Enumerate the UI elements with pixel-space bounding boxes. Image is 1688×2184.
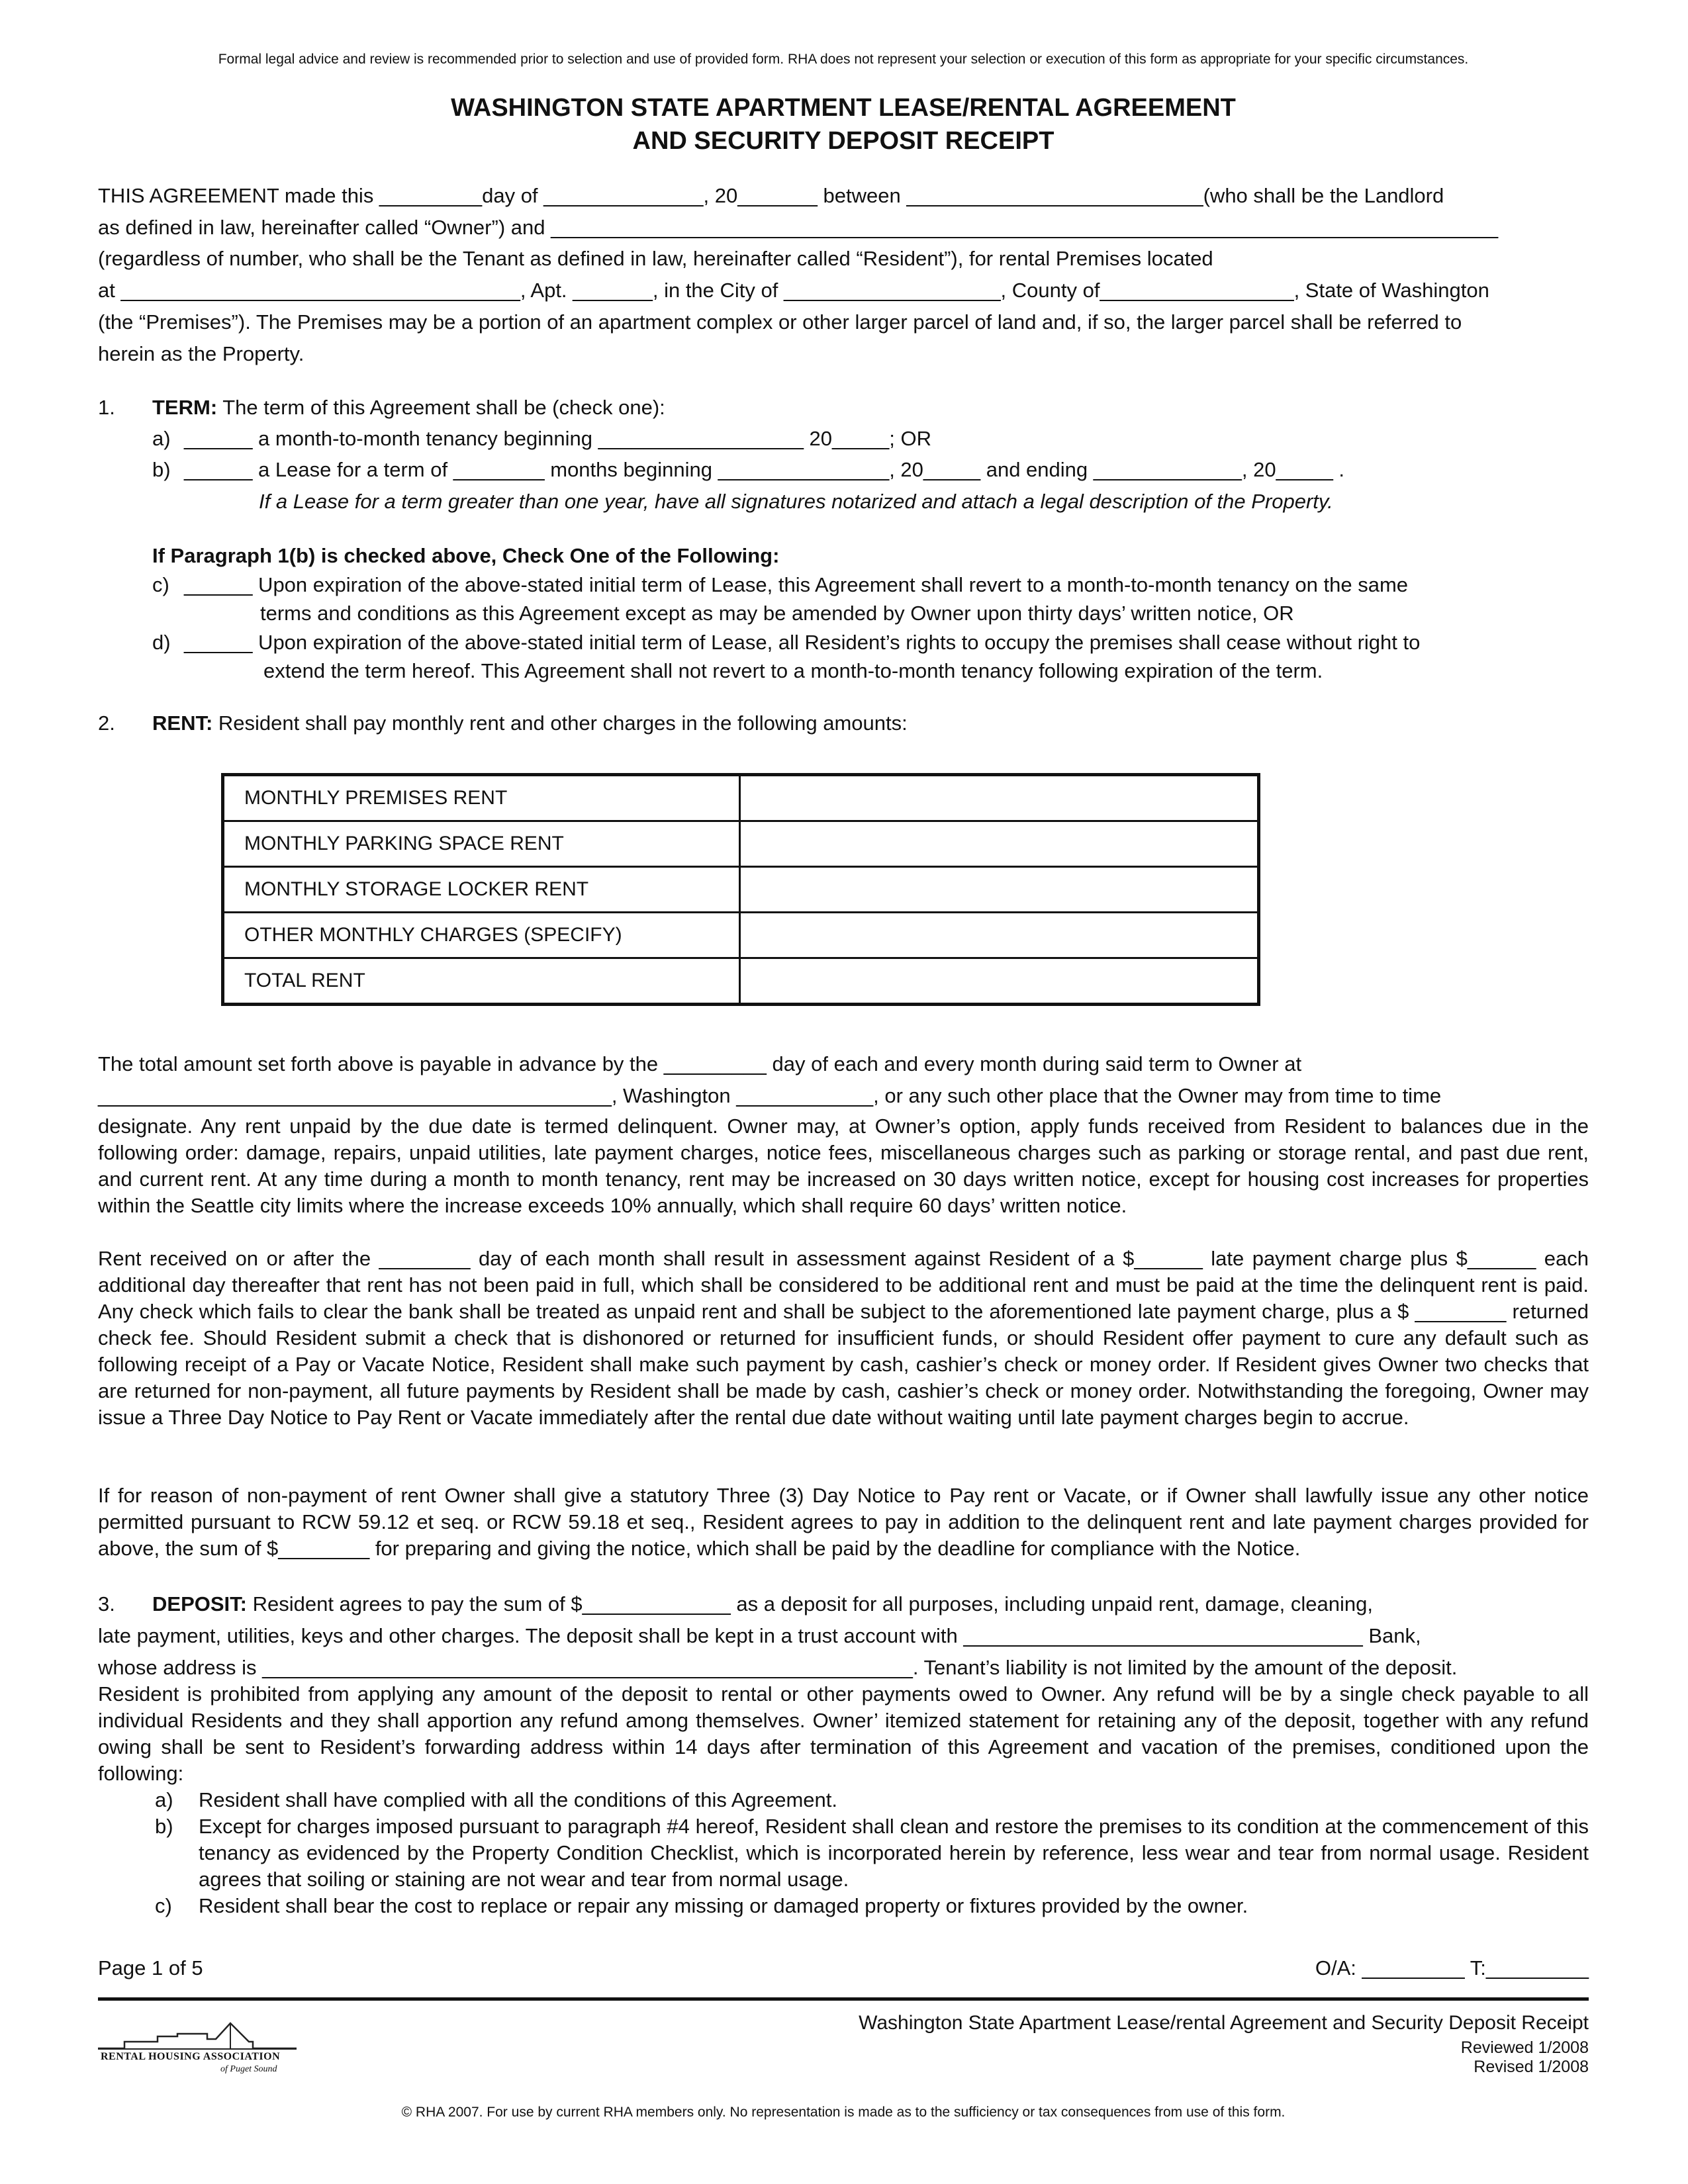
- term-label: TERM:: [152, 396, 218, 419]
- intro-line: as defined in law, hereinafter called “Owner”) and ___________________________________________________________________________________: [98, 216, 1499, 239]
- intro-line: at ___________________________________, Apt. _______, in the City of ___________________, County of_________________, State of Washington: [98, 279, 1489, 302]
- deposit-label: DEPOSIT:: [152, 1592, 247, 1615]
- rent-row-label: MONTHLY PREMISES RENT: [223, 775, 740, 821]
- term-d-line1: ______ Upon expiration of the above-stated initial term of Lease, all Resident’s rights to occupy the premises shall cease without right to: [184, 631, 1421, 654]
- document-title-line2: AND SECURITY DEPOSIT RECEIPT: [632, 127, 1055, 155]
- deposit-item-text: Resident shall have complied with all the conditions of this Agreement.: [199, 1788, 837, 1811]
- term-a-text: ______ a month-to-month tenancy beginning __________________ 20_____; OR: [184, 427, 931, 450]
- rent-amount-field[interactable]: [740, 913, 1259, 958]
- term-heading: [152, 396, 665, 420]
- rent-para2: [98, 1246, 1589, 1431]
- page-number: Page 1 of 5: [98, 1956, 203, 1979]
- term-d-line2: extend the term hereof. This Agreement shall not revert to a month-to-month tenancy following expiration of the term.: [263, 659, 1323, 682]
- term-b-label: b): [152, 458, 171, 481]
- rent-row-label: MONTHLY STORAGE LOCKER RENT: [223, 867, 740, 913]
- rent-amount-field[interactable]: [740, 821, 1259, 867]
- deposit-item-text: Resident shall bear the cost to replace or repair any missing or damaged property or fixtures provided by the owner.: [199, 1894, 1248, 1917]
- paragraph-text: designate. Any rent unpaid by the due date is termed delinquent. Owner may, at Owner’s option, apply funds received from Resident to balances due in the following order: damage, repairs, unpaid utilities, late payment charges, notice fees, miscellaneous charges such as parking or storage rental, and past due rent, and current rent. At any time during a month to month tenancy, rent may be increased on 30 days written notice, except for housing cost increases for properties within the Seattle city limits where the increase exceeds 10% annually, which shall require 60 days’ written notice.: [98, 1115, 1589, 1217]
- table-row: [223, 867, 1259, 913]
- paragraph-text: Rent received on or after the ________ day of each month shall result in assessment against Resident of a $______ late payment charge plus $______ each additional day thereafter that rent has not been paid in full, which shall be considered to be additional rent and must be paid at the time the delinquent rent is paid. Any check which fails to clear the bank shall be treated as unpaid rent and shall be subject to the aforementioned late payment charge, plus a $ ________ returned check fee. Should Resident submit a check that is dishonored or returned for insufficient funds, or should Resident offer payment to cure any default such as following receipt of a Pay or Vacate Notice, Resident shall make such payment by cash, cashier’s check or money order. If Resident gives Owner two checks that are returned for non-payment, all future payments by Resident shall be made by cash, cashier’s check or money order. Notwithstanding the foregoing, Owner may issue a Three Day Notice to Pay Rent or Vacate immediately after the rental due date without waiting until late payment charges begin to accrue.: [98, 1247, 1589, 1429]
- disclaimer: Formal legal advice and review is recommended prior to selection and use of provided form. RHA does not represent your selection or execution of this form as appropriate for your specific circumstances.: [218, 52, 1469, 67]
- intro-line: (the “Premises”). The Premises may be a portion of an apartment complex or other larger parcel of land and, if so, the larger parcel shall be referred to: [98, 310, 1462, 334]
- document-title-line1: WASHINGTON STATE APARTMENT LEASE/RENTAL AGREEMENT: [451, 94, 1236, 122]
- rent-label: RENT:: [152, 711, 213, 735]
- paragraph-text: Resident is prohibited from applying any amount of the deposit to rental or other payments owed to Owner. Any refund will be by a single check payable to all individual Residents and they shall apportion any refund among themselves. Owner’ itemized statement for retaining any of the deposit, together with any refund owing shall be sent to Resident’s forwarding address within 14 days after termination of this Agreement and vacation of the premises, conditioned upon the following:: [98, 1682, 1589, 1785]
- rent-text: Resident shall pay monthly rent and other charges in the following amounts:: [212, 711, 908, 735]
- copyright-notice: © RHA 2007. For use by current RHA members only. No representation is made as to the sufficiency or tax consequences from use of this form.: [401, 2105, 1286, 2120]
- deposit-item-label: c): [155, 1894, 172, 1917]
- term-note: If a Lease for a term greater than one year, have all signatures notarized and attach a legal description of the Property.: [259, 490, 1333, 513]
- lease-page: [98, 0, 1589, 2184]
- term-b-text: ______ a Lease for a term of ________ months beginning _______________, 20_____ and ending _____________, 20_____ .: [184, 458, 1345, 481]
- deposit-item-label: a): [155, 1788, 173, 1811]
- term-c-line1: ______ Upon expiration of the above-stated initial term of Lease, this Agreement shall revert to a month-to-month tenancy on the same: [184, 573, 1409, 596]
- rent-para3: [98, 1482, 1589, 1562]
- term-c-label: c): [152, 573, 169, 596]
- deposit-heading: [152, 1592, 1373, 1616]
- rent-para1-line2: _____________________________________________, Washington ____________, or any such other place that the Owner may from time to time: [98, 1084, 1442, 1107]
- deposit-rest: [98, 1681, 1589, 1787]
- rent-amount-field[interactable]: [740, 867, 1259, 913]
- section-number: 3.: [98, 1592, 115, 1615]
- intro-line: THIS AGREEMENT made this _________day of ______________, 20_______ between __________________________(who shall be the Landlord: [98, 184, 1444, 207]
- footer-divider: [98, 1997, 1589, 2001]
- deposit-item: [199, 1893, 1589, 1919]
- initials-field: O/A: _________ T:_________: [1315, 1956, 1589, 1979]
- table-row: [223, 821, 1259, 867]
- term-a-label: a): [152, 427, 171, 450]
- deposit-item-text: Except for charges imposed pursuant to paragraph #4 hereof, Resident shall clean and restore the premises to its condition at the commencement of this tenancy as evidenced by the Property Condition Checklist, which is incorporated herein by reference, less wear and tear from normal usage. Resident agrees that soiling or staining are not wear and tear from normal usage.: [199, 1815, 1589, 1891]
- table-row: [223, 958, 1259, 1005]
- term-text: The term of this Agreement shall be (check one):: [217, 396, 665, 419]
- reviewed-date: Reviewed 1/2008: [1460, 2038, 1589, 2057]
- rha-logo: [98, 2007, 297, 2080]
- rent-row-label: MONTHLY PARKING SPACE RENT: [223, 821, 740, 867]
- rent-table: [221, 773, 1260, 1006]
- rent-heading: [152, 711, 908, 735]
- rent-amount-field[interactable]: [740, 958, 1259, 1005]
- deposit-text: Resident agrees to pay the sum of $_____________ as a deposit for all purposes, including unpaid rent, damage, cleaning,: [246, 1592, 1373, 1615]
- intro-line: herein as the Property.: [98, 342, 305, 365]
- term-if-heading: If Paragraph 1(b) is checked above, Check One of the Following:: [152, 544, 780, 567]
- rent-para1-line1: The total amount set forth above is payable in advance by the _________ day of each and every month during said term to Owner at: [98, 1052, 1302, 1075]
- term-d-label: d): [152, 631, 171, 654]
- form-title: Washington State Apartment Lease/rental Agreement and Security Deposit Receipt: [859, 2012, 1589, 2034]
- deposit-item: [199, 1813, 1589, 1893]
- deposit-line2: late payment, utilities, keys and other charges. The deposit shall be kept in a trust account with ___________________________________ Bank,: [98, 1624, 1421, 1647]
- rent-row-label: TOTAL RENT: [223, 958, 740, 1005]
- section-number: 2.: [98, 711, 115, 735]
- revised-date: Revised 1/2008: [1474, 2058, 1589, 2076]
- paragraph-text: If for reason of non-payment of rent Owner shall give a statutory Three (3) Day Notice to Pay rent or Vacate, or if Owner shall lawfully issue any other notice permitted pursuant to RCW 59.12 et seq. or RCW 59.18 et seq., Resident agrees to pay in addition to the delinquent rent and late payment charges provided for above, the sum of $________ for preparing and giving the notice, which shall be paid by the deadline for compliance with the Notice.: [98, 1484, 1589, 1560]
- logo-text: RENTAL HOUSING ASSOCIATION: [101, 2051, 281, 2062]
- table-row: [223, 775, 1259, 821]
- logo-subtext: of Puget Sound: [220, 2064, 277, 2074]
- deposit-line3: whose address is _________________________________________________________. Tenant’s liability is not limited by the amount of the deposit.: [98, 1656, 1458, 1679]
- rent-row-label: OTHER MONTHLY CHARGES (SPECIFY): [223, 913, 740, 958]
- deposit-item: [199, 1787, 1589, 1813]
- rent-amount-field[interactable]: [740, 775, 1259, 821]
- table-row: [223, 913, 1259, 958]
- section-number: 1.: [98, 396, 115, 419]
- term-c-line2: terms and conditions as this Agreement except as may be amended by Owner upon thirty days’ written notice, OR: [260, 602, 1294, 625]
- deposit-item-label: b): [155, 1815, 173, 1838]
- rent-para1-rest: [98, 1113, 1589, 1219]
- intro-line: (regardless of number, who shall be the Tenant as defined in law, hereinafter called “Resident”), for rental Premises located: [98, 247, 1213, 270]
